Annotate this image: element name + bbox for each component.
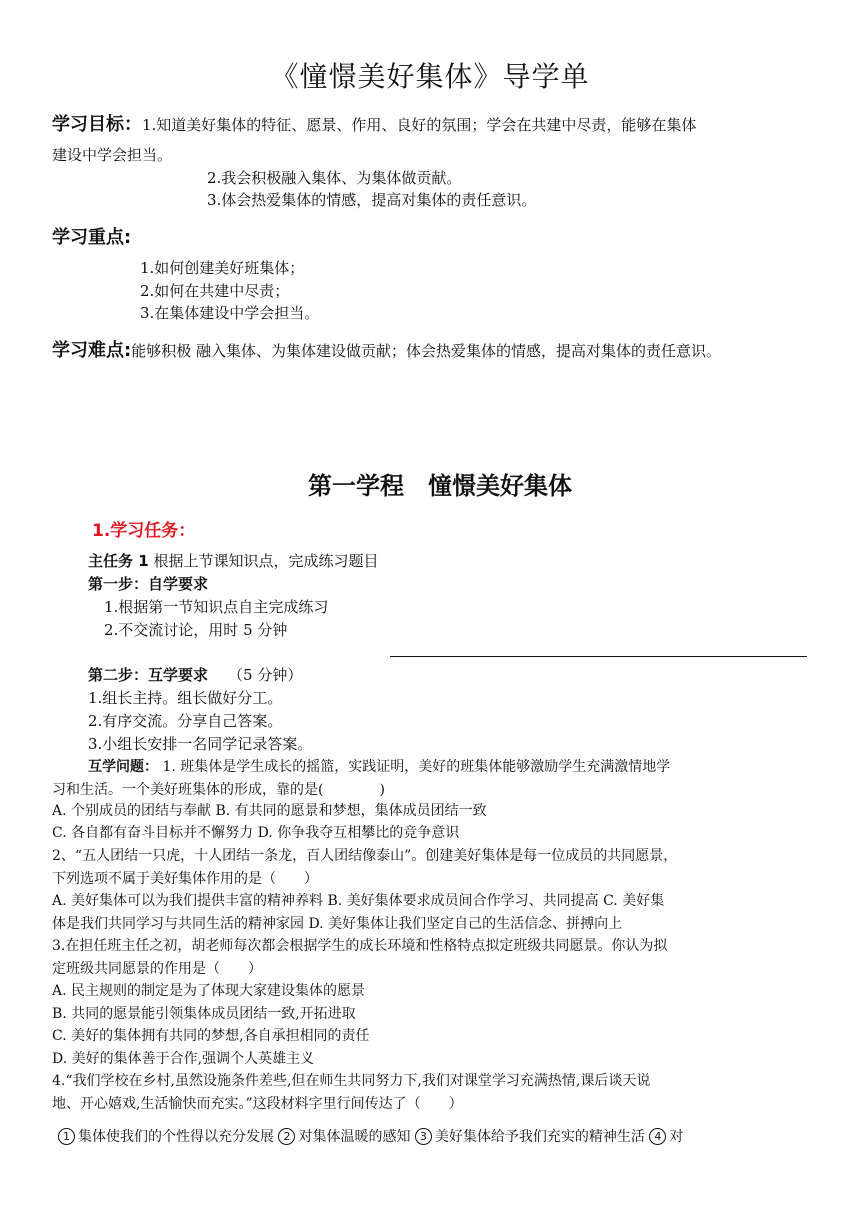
q3-option: D. 美好的集体善于合作,强调个人英雄主义 — [52, 1051, 315, 1067]
q2-line1: 2、“五人团结一只虎，十人团结一条龙，百人团结像泰山”。创建美好集体是每一位成员的共同愿景， — [52, 848, 678, 864]
goals-line2: 2.我会积极融入集体、为集体做贡献。 — [207, 169, 462, 187]
page-title: 《憧憬美好集体》导学单 — [270, 60, 590, 93]
goals-block — [52, 110, 696, 136]
q4-statement: 对集体温暖的感知 — [298, 1129, 415, 1145]
goals-label: 学习目标： — [52, 114, 142, 135]
q3-line1: 3.在担任班主任之初，胡老师每次都会根据学生的成长环境和性格特点拟定班级共同愿景。你认为拟 — [52, 938, 668, 954]
q4-line2: 地、开心嬉戏,生活愉快而充实。”这段材料字里行间传达了（ ） — [52, 1096, 463, 1112]
step2-item: 2.有序交流。分享自己答案。 — [88, 712, 283, 730]
main-task — [88, 550, 378, 571]
focus-item: 2.如何在共建中尽责； — [140, 282, 290, 300]
focus-item: 1.如何创建美好班集体； — [140, 259, 305, 277]
circled-number-4: 4 — [649, 1128, 666, 1145]
q2-option: A. 美好集体可以为我们提供丰富的精神养料 B. 美好集体要求成员间合作学习、共同提高 C. 美好集 — [52, 893, 665, 909]
q1-line1 — [88, 756, 670, 776]
circled-number-2: 2 — [278, 1128, 295, 1145]
focus-label: 学习重点: — [52, 227, 132, 248]
divider-line — [390, 656, 807, 657]
q3-line2: 定班级共同愿景的作用是（ ） — [52, 961, 262, 977]
difficulty-label: 学习难点: — [52, 340, 132, 361]
step2-item: 3.小组长安排一名同学记录答案。 — [88, 735, 313, 753]
q3-option: C. 美好的集体拥有共同的梦想,各自承担相同的责任 — [52, 1028, 370, 1044]
circled-number-3: 3 — [415, 1128, 432, 1145]
q3-option: A. 民主规则的制定是为了体现大家建设集体的愿景 — [52, 983, 366, 999]
difficulty-text: 能够积极 融入集体、为集体建设做贡献；体会热爱集体的情感，提高对集体的责任意识。 — [131, 342, 721, 360]
goals-line1: 1.知道美好集体的特征、愿景、作用、良好的氛围；学会在共建中尽责，能够在集体 — [142, 116, 697, 134]
q1-line2: 习和生活。一个美好班集体的形成，靠的是( ) — [52, 782, 385, 798]
step1-item: 1.根据第一节知识点自主完成练习 — [104, 598, 329, 616]
circled-number-1: 1 — [58, 1128, 75, 1145]
q2-line2: 下列选项不属于美好集体作用的是（ ） — [52, 871, 318, 887]
focus-item: 3.在集体建设中学会担当。 — [140, 304, 320, 322]
q2-option: 体是我们共同学习与共同生活的精神家园 D. 美好集体让我们坚定自己的生活信念、拼搏向上 — [52, 916, 623, 932]
q4-statements — [58, 1126, 683, 1146]
q4-statement: 对 — [669, 1129, 684, 1145]
step2-header — [88, 664, 302, 685]
step2-item: 1.组长主持。组长做好分工。 — [88, 689, 283, 707]
step1-item: 2.不交流讨论，用时 5 分钟 — [104, 621, 288, 639]
task-heading: 1.学习任务： — [92, 521, 196, 541]
section-title: 第一学程 憧憬美好集体 — [308, 472, 572, 500]
questions-label: 互学问题： — [88, 759, 158, 775]
q4-statement: 集体使我们的个性得以充分发展 — [78, 1129, 279, 1145]
main-task-label: 主任务 1 — [88, 552, 149, 570]
difficulty-block — [52, 336, 721, 362]
q4-line1: 4.“我们学校在乡村,虽然设施条件差些,但在师生共同努力下,我们对课堂学习充满热情,课后谈天说 — [52, 1073, 651, 1089]
q3-option: B. 共同的愿景能引领集体成员团结一致,开拓进取 — [52, 1006, 356, 1022]
step2-time: （5 分钟） — [228, 666, 303, 684]
q1-text: 1. 班集体是学生成长的摇篮，实践证明，美好的班集体能够激励学生充满激情地学 — [158, 759, 671, 775]
step2-label: 第二步：互学要求 — [88, 666, 209, 684]
goals-line1-cont: 建设中学会担当。 — [52, 146, 173, 164]
step1-label: 第一步：自学要求 — [88, 575, 209, 593]
goals-line3: 3.体会热爱集体的情感，提高对集体的责任意识。 — [207, 191, 537, 209]
main-task-text: 根据上节课知识点，完成练习题目 — [148, 552, 379, 570]
q4-statement: 美好集体给予我们充实的精神生活 — [434, 1129, 650, 1145]
q1-option: A. 个别成员的团结与奉献 B. 有共同的愿景和梦想，集体成员团结一致 — [52, 803, 487, 819]
q1-option: C. 各自都有奋斗目标并不懈努力 D. 你争我夺互相攀比的竞争意识 — [52, 825, 460, 841]
